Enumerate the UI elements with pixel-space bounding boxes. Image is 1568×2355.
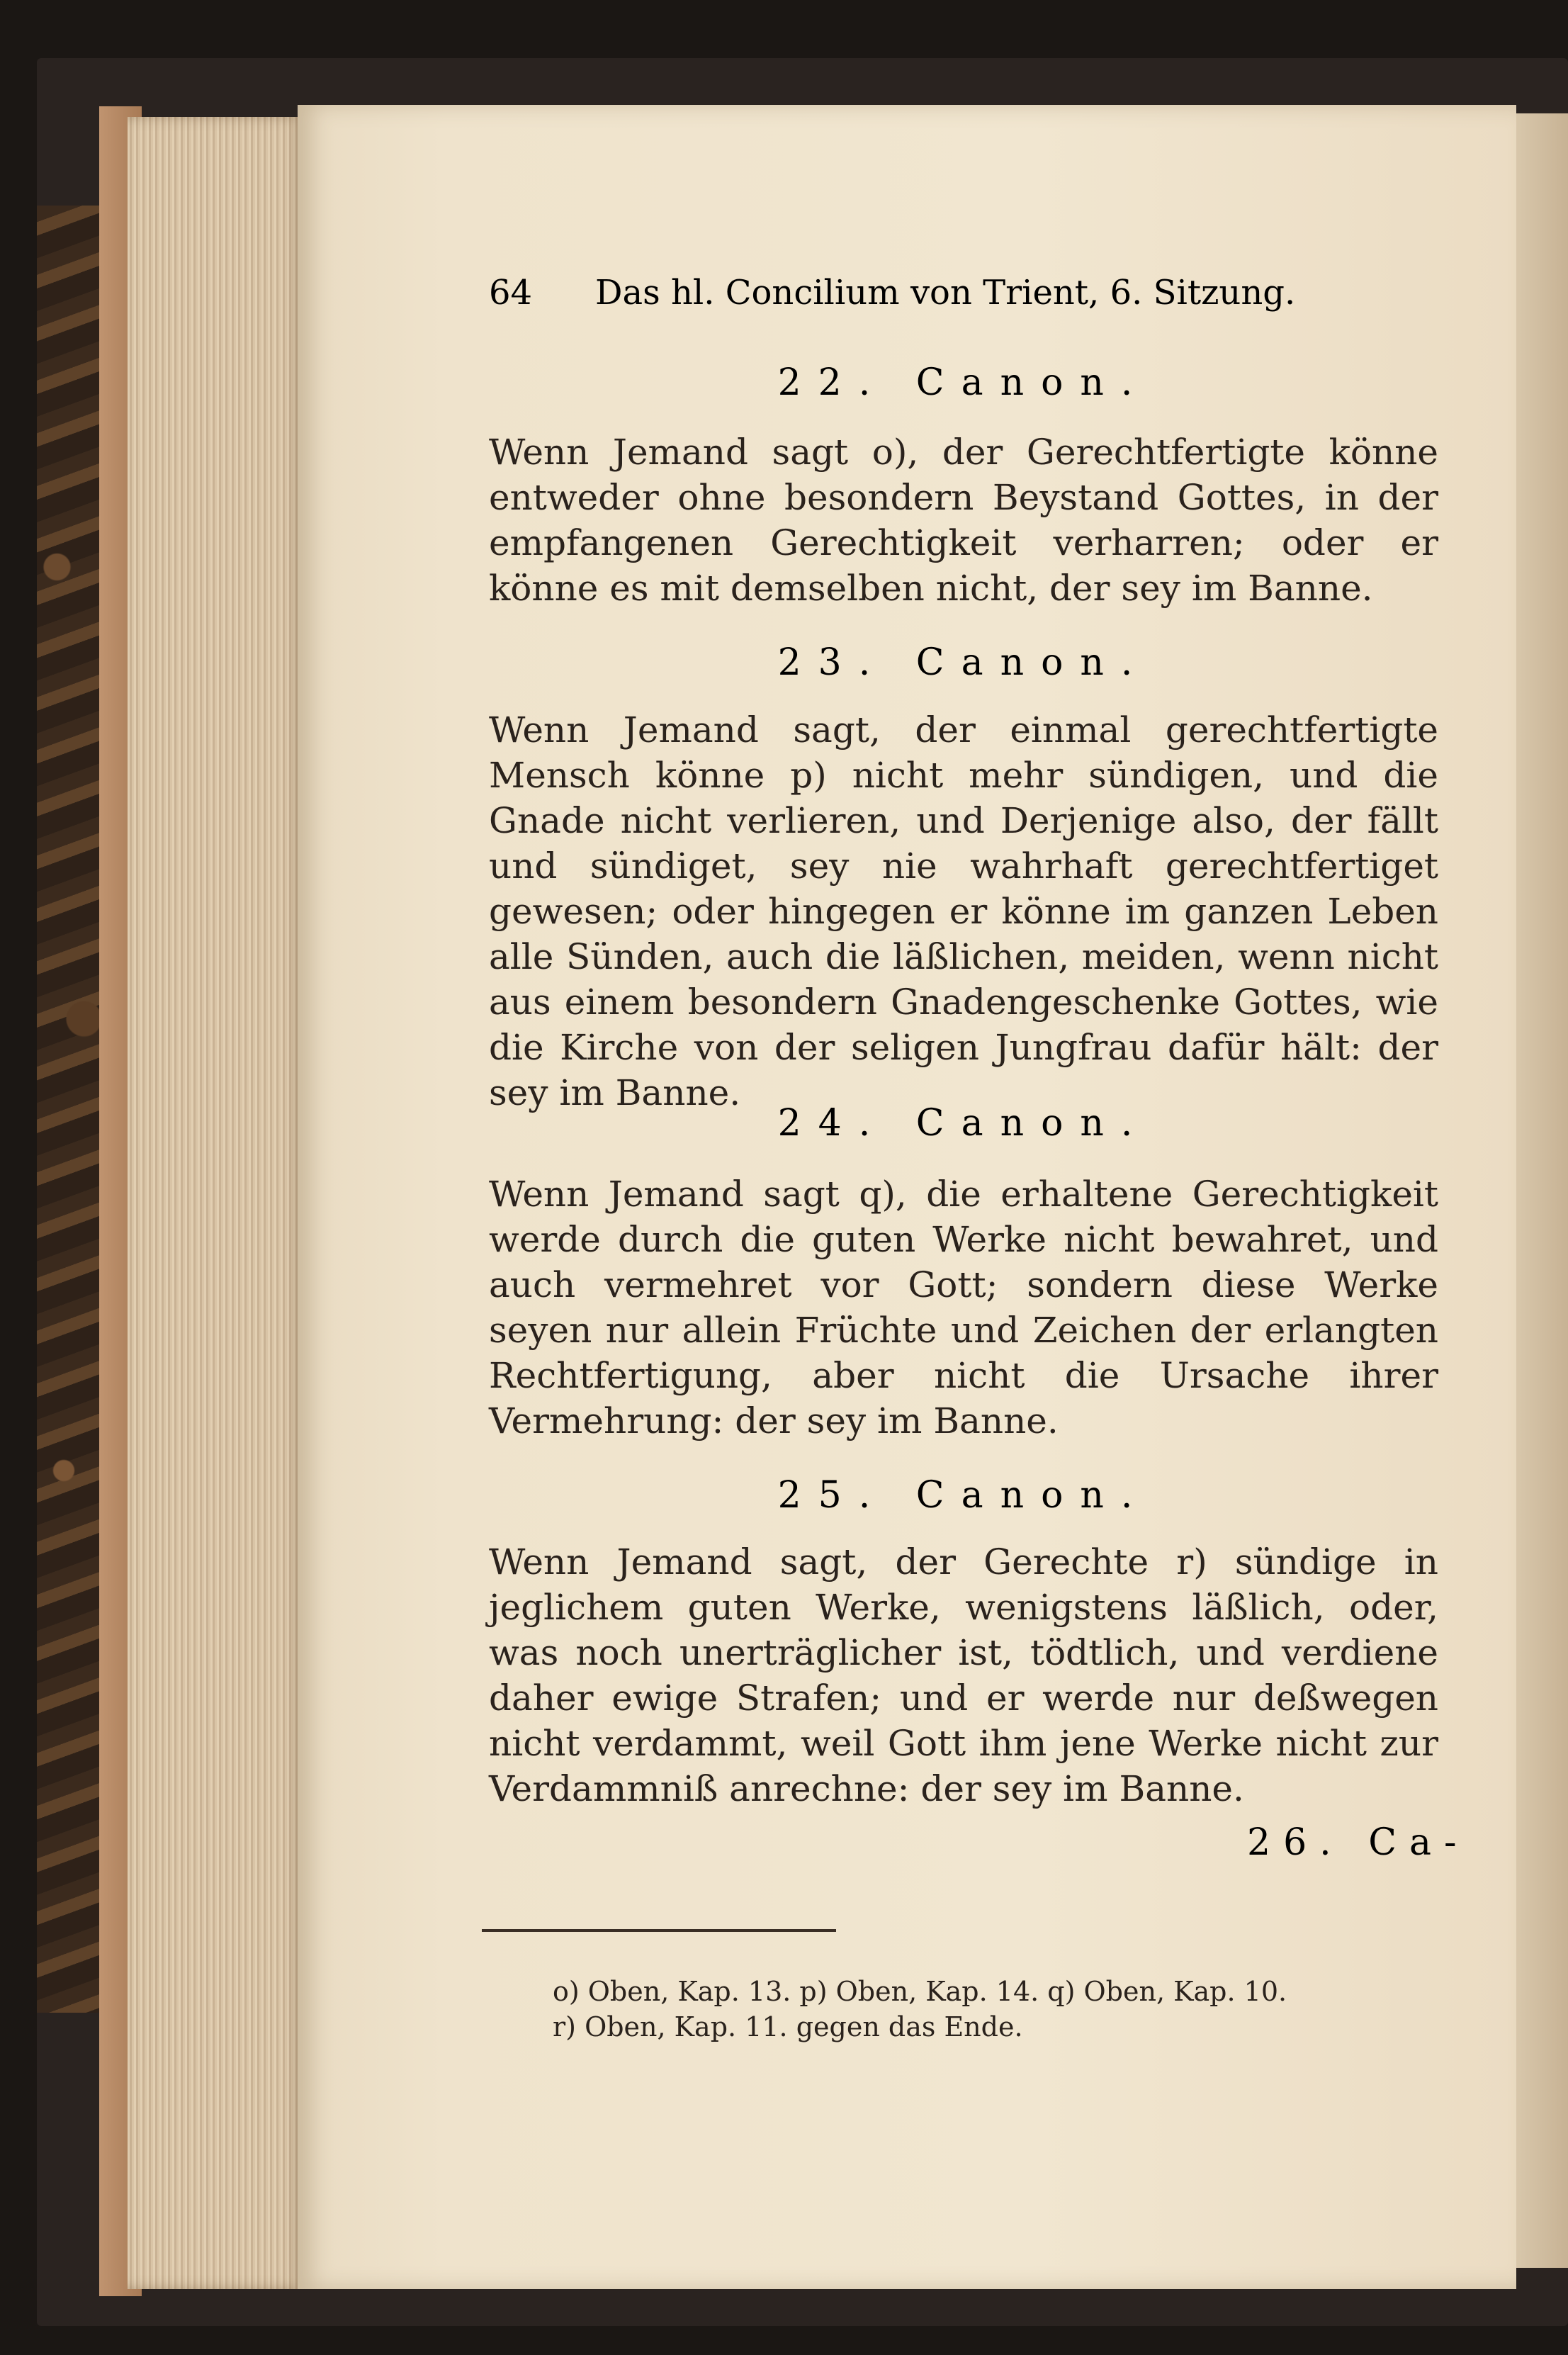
- canon-text: Wenn Jemand sagt, der Gerechte r) sündige in jeglichem guten Werke, wenigstens läßlich, oder, was noch unerträglicher ist, tödtlich, und verdiene daher ewige Strafen; und er werde nur deßwegen nicht verdammt, weil Gott ihm jene Werke nicht zur Verdammniß anrechne: der sey im Banne.: [489, 1541, 1438, 1809]
- footnote-rule: [482, 1929, 836, 1932]
- footnotes: [553, 1974, 1445, 2045]
- canon-heading: 25. Canon.: [777, 1474, 1150, 1517]
- catchword: 26. Ca-: [1247, 1821, 1470, 1864]
- canon-text: Wenn Jemand sagt, der einmal gerechtfertigte Mensch könne p) nicht mehr sündigen, und die Gnade nicht verlieren, und Derjenige also, der fällt und sündiget, sey nie wahrhaft gerechtfertiget gewesen; oder hingegen er könne im ganzen Leben alle Sünden, auch die läßlichen, meiden, wenn nicht aus einem besondern Gnadengeschenke Gottes, wie die Kirche von der seligen Jungfrau dafür hält: der sey im Banne.: [489, 709, 1438, 1113]
- running-title: Das hl. Concilium von Trient, 6. Sitzung.: [595, 273, 1296, 313]
- footnote-line: o) Oben, Kap. 13. p) Oben, Kap. 14. q) Oben, Kap. 10.: [553, 1976, 1287, 2007]
- facing-page-edge: [1516, 113, 1568, 2268]
- canon-heading: 23. Canon.: [777, 641, 1150, 684]
- canon-text: Wenn Jemand sagt q), die erhaltene Gerechtigkeit werde durch die guten Werke nicht bewahret, und auch vermehret vor Gott; sondern diese Werke seyen nur allein Früchte und Zeichen der erlangten Rechtfertigung, aber nicht die Ursache ihrer Vermehrung: der sey im Banne.: [489, 1174, 1438, 1441]
- canon-heading: 24. Canon.: [777, 1102, 1150, 1145]
- footnote-line: r) Oben, Kap. 11. gegen das Ende.: [553, 2011, 1023, 2042]
- canon-text: Wenn Jemand sagt o), der Gerechtfertigte könne entweder ohne besondern Beystand Gottes, in der empfangenen Gerechtigkeit verharren; oder er könne es mit demselben nicht, der sey im Banne.: [489, 432, 1438, 609]
- page-header: [489, 273, 1325, 322]
- page-number: 64: [489, 273, 533, 313]
- marbled-board: [37, 206, 104, 2013]
- canon-heading: 22. Canon.: [777, 361, 1150, 404]
- page-block-edges: [128, 117, 305, 2289]
